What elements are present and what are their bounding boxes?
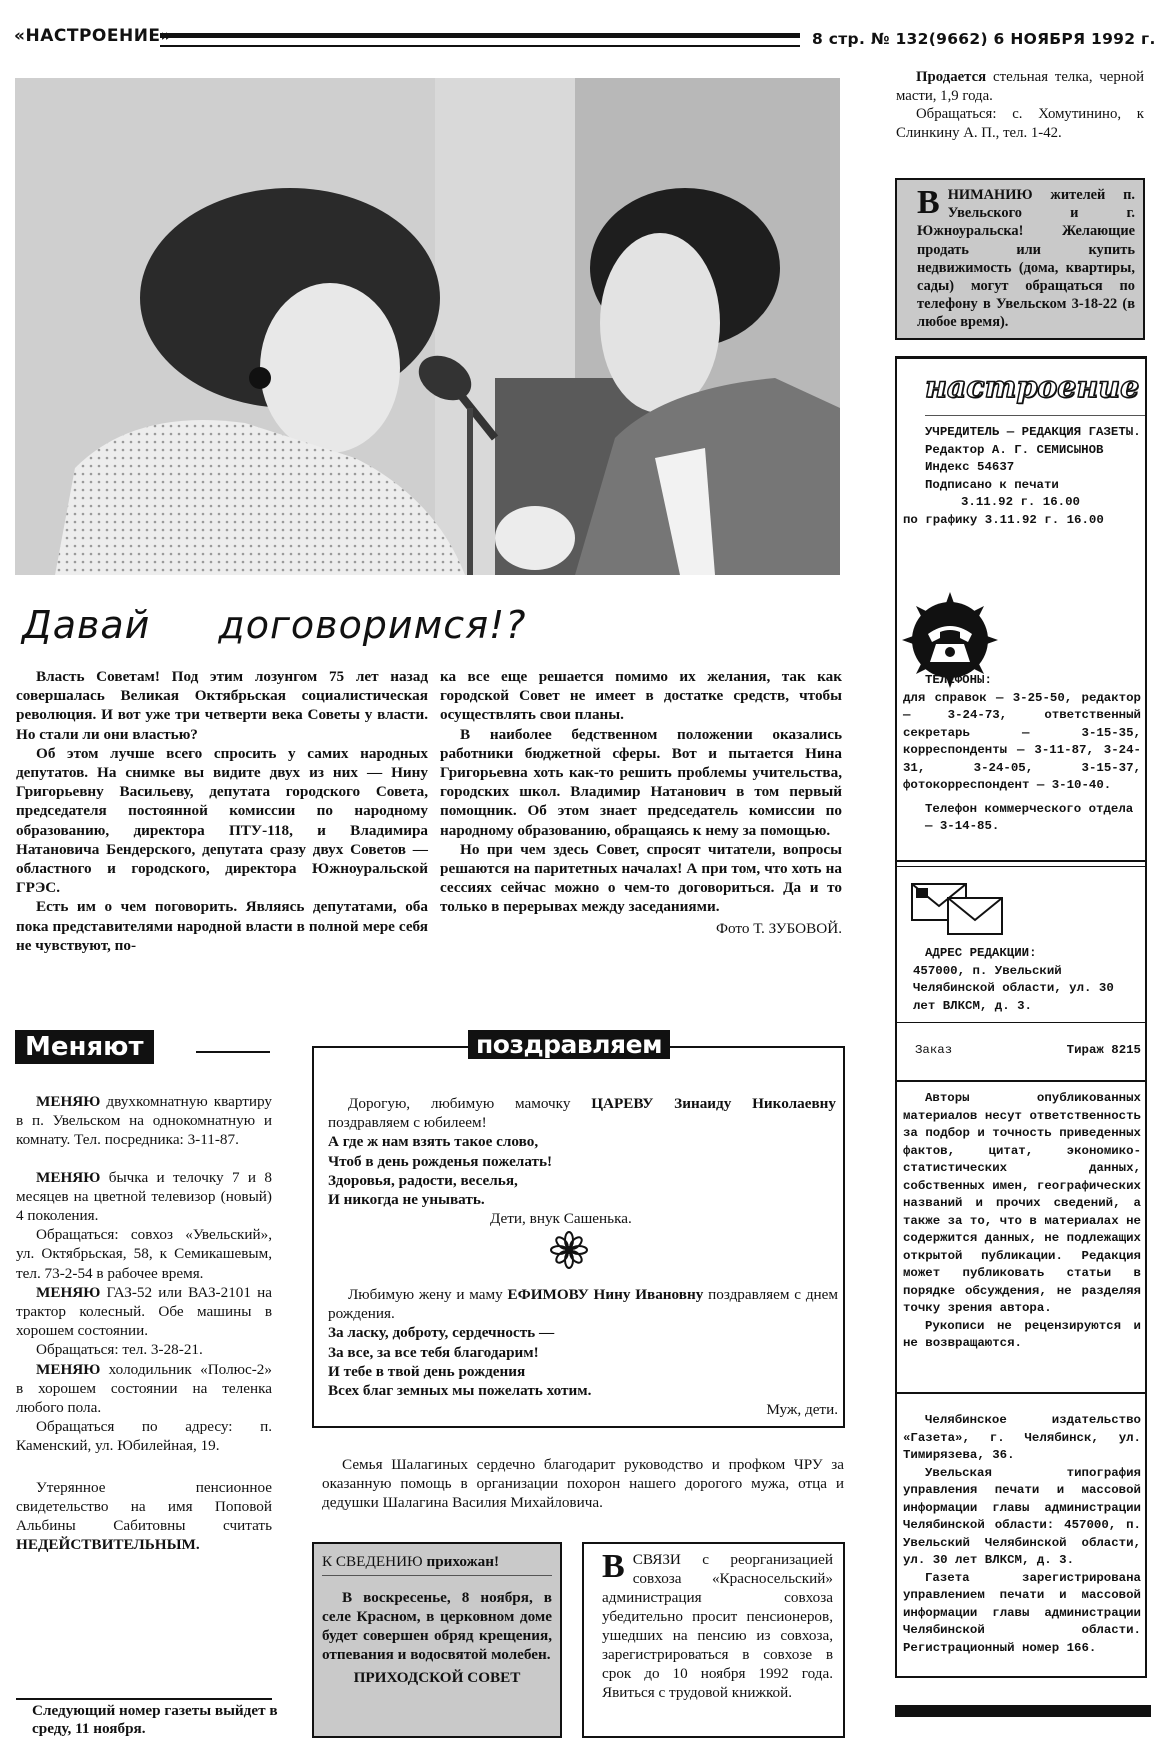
divider xyxy=(895,1676,1147,1678)
phones-list: для справок — 3-25-50, редактор — 3-24-73, ответственный секретарь — 3-15-35, корреспонденты — 3-11-87, 3-24-31, 3-24-05, 3-15-37, фотокорреспондент — 3-10-40. xyxy=(903,690,1141,792)
thanks-text: Семья Шалагиных сердечно благодарит руководство и профком ЧРУ за оказанную помощь в организации похорон нашего дорогого мужа, отца и дедушки Шалагина Василия Михайловича. xyxy=(322,1456,844,1512)
divider xyxy=(196,1051,270,1053)
imprint-signed: Подписано к печати xyxy=(925,477,1059,492)
article-paragraph: Власть Советам! Под этим лозунгом 75 лет назад совершалась Великая Октябрьская социалистическая революция. И вот уже три четверти века Советы у власти. Но стали ли они властью? xyxy=(16,668,428,743)
sovkhoz-box xyxy=(582,1542,845,1738)
poem-line: И тебе в твой день рождения xyxy=(328,1362,526,1380)
congrats-name: ЦАРЕВУ Зинаиду Николаевну xyxy=(591,1095,836,1112)
article-column-1 xyxy=(16,667,428,955)
imprint-block xyxy=(903,424,1141,529)
photo-illustration xyxy=(15,78,840,575)
phones-title: ТЕЛЕФОНЫ: xyxy=(925,673,992,687)
issue-info: 8 стр. № 132(9662) 6 НОЯБРЯ 1992 г. xyxy=(812,30,1156,48)
sale-ad-lead: Продается xyxy=(916,69,987,85)
article-paragraph: Об этом лучше всего спросить у самих народных депутатов. На снимке вы видите двух из них — Нину Григорьевну Васильеву, депутата городского Совета, председателя постоянной комиссии по народному образованию, директора ПТУ-118, и Владимира Натановича Бендерского, депутата сразу двух Советов — областного и городского, директора Южноуральской ГРЭС. xyxy=(16,744,428,897)
divider xyxy=(895,1392,1147,1394)
photo-credit: Фото Т. ЗУБОВОЙ. xyxy=(716,919,842,937)
divider xyxy=(895,356,1147,359)
registration-text: Газета зарегистрирована управлением печати и массовой информации главы администрации Челябинской области. Регистрационный номер 166. xyxy=(903,1570,1141,1655)
sovkhoz-text: СВЯЗИ с реорганизацией совхоза «Красносельский» администрация совхоза убедительно просит пенсионеров, ушедших на пенсию из совхоза, зарегистрироваться в совхозе в срок до 10 ноября 1992 года. Явиться с трудовой книжкой. xyxy=(602,1551,833,1701)
divider xyxy=(895,860,1147,862)
congrats-second xyxy=(328,1285,838,1419)
notice-dropcap: В xyxy=(917,184,940,221)
congrats-intro-pre: Любимую жену и маму xyxy=(348,1286,503,1303)
poem-line: И никогда не унывать. xyxy=(328,1191,485,1209)
publisher-block xyxy=(903,1412,1141,1657)
parish-title-post: прихожан! xyxy=(426,1553,500,1570)
article-paragraph: ка все еще решается помимо их желания, так как городской Совет не имеет в достатке средств, чтобы осуществлять свои планы. xyxy=(440,668,842,724)
manuscripts-text: Рукописи не рецензируются и не возвращаются. xyxy=(903,1318,1141,1350)
parish-box xyxy=(312,1542,562,1738)
notice-box xyxy=(895,178,1145,340)
poem-line: Здоровья, радости, веселья, xyxy=(328,1171,518,1189)
address-title: АДРЕС РЕДАКЦИИ: xyxy=(925,946,1037,960)
sale-ad xyxy=(896,68,1144,142)
parish-sign: ПРИХОДСКОЙ СОВЕТ xyxy=(353,1669,521,1686)
article-paragraph: Но при чем здесь Совет, спросят читатели, вопросы решаются на паритетных началах! А при том, что хоть на сессиях сейчас можно о чем-то договориться. Да и то только в перерывах между заседаниями. xyxy=(440,840,842,916)
congrats-intro-post: поздравляем с юбилеем! xyxy=(328,1114,487,1132)
imprint-signed-time: 3.11.92 г. 16.00 xyxy=(961,495,1080,509)
divider xyxy=(895,1080,1147,1082)
bottom-bar xyxy=(895,1705,1151,1717)
exchange-contact: Обращаться по адресу: п. Каменский, ул. Юбилейная, 19. xyxy=(16,1418,272,1455)
commercial-phone: Телефон коммерческого отдела — 3-14-85. xyxy=(925,801,1134,833)
poem-line: А где ж нам взять такое слово, xyxy=(328,1133,539,1151)
mail-icon xyxy=(910,880,1006,942)
order-label: Заказ xyxy=(915,1043,953,1057)
poem-line: За все, за все тебя благодарим! xyxy=(328,1343,539,1361)
congrats-first xyxy=(328,1094,836,1228)
exchange-text: ГАЗ-52 или ВАЗ-2101 на трактор колесный. Обе машины в хорошем состоянии. xyxy=(16,1283,272,1340)
lost-notice xyxy=(16,1478,272,1555)
exchange-text: холодильник «Полюс-2» в хорошем состоянии на теленка любого пола. xyxy=(16,1360,272,1417)
article-photo xyxy=(15,78,840,575)
exchange-lead: МЕНЯЮ xyxy=(36,1168,101,1186)
imprint-schedule: по графику 3.11.92 г. 16.00 xyxy=(903,512,1104,527)
newspaper-name: «НАСТРОЕНИЕ» xyxy=(14,26,173,46)
exchange-item xyxy=(16,1283,272,1341)
divider xyxy=(895,356,897,1678)
divider xyxy=(895,1022,1147,1023)
article-headline: Давай договоримся!? xyxy=(22,603,527,647)
disclaimer-block xyxy=(903,1090,1141,1353)
disclaimer-text: Авторы опубликованных материалов несут ответственность за подбор и точность приведенных фактов, цитат, экономико-статистических данных, собственных имен, географических названий и прочих сведений, а также за то, что в материалах не содержится данных, не подлежащих открытой публикации. Редакция может публиковать статьи в порядке обсуждения, не разделяя точку зрения автора. xyxy=(903,1091,1141,1315)
congrats-name: ЕФИМОВУ Нину Ивановну xyxy=(507,1286,704,1303)
parish-text: В воскресенье, 8 ноября, в селе Красном, в церковном доме будет совершен обряд крещения, отпевания и водосвятой молебен. xyxy=(322,1589,552,1663)
masthead-rule xyxy=(160,33,800,47)
divider xyxy=(895,866,1147,867)
imprint-logo-box xyxy=(925,370,1145,416)
parish-title xyxy=(322,1552,552,1576)
exchange-header xyxy=(15,1030,154,1064)
exchange-lead: МЕНЯЮ xyxy=(36,1093,101,1110)
exchange-contact: Обращаться: тел. 3-28-21. xyxy=(36,1341,203,1359)
congrats-title: поздравляем xyxy=(468,1030,670,1059)
exchange-lead: МЕНЯЮ xyxy=(36,1283,101,1301)
lost-text: Утерянное пенсионное свидетельство на имя Поповой Альбины Сабитовны считать xyxy=(16,1478,272,1535)
exchange-item xyxy=(16,1360,272,1418)
sale-ad-contact: Обращаться: с. Хомутинино, к Слинкину А. П., тел. 1-42. xyxy=(896,106,1144,141)
article-paragraph: Есть им о чем поговорить. Являясь депутатами, оба пока представителями народной власти в полной мере себя не чувствуют, по- xyxy=(16,898,428,954)
imprint-index: Индекс 54637 xyxy=(925,460,1015,474)
article-column-2 xyxy=(440,667,842,938)
congrats-signature: Муж, дети. xyxy=(766,1401,838,1419)
sovkhoz-dropcap: В xyxy=(602,1548,625,1585)
circulation-label: Тираж 8215 xyxy=(1066,1043,1141,1057)
publisher-text: Челябинское издательство «Газета», г. Челябинск, ул. Тимирязева, 36. xyxy=(903,1413,1141,1462)
exchange-lead: МЕНЯЮ xyxy=(36,1360,101,1378)
notice-text: НИМАНИЮ жителей п. Увельского и г. Южноуральска! Желающие продать или купить недвижимость (дома, квартиры, сады) могут обращаться по телефону в Увельском 3-18-22 (в любое время). xyxy=(917,187,1135,331)
thanks-notice xyxy=(322,1455,844,1513)
exchange-title: Меняют xyxy=(15,1030,154,1064)
exchange-item xyxy=(16,1168,272,1226)
poem-line: Всех благ земных мы пожелать хотим. xyxy=(328,1382,592,1400)
imprint-editor: Редактор А. Г. СЕМИСЫНОВ xyxy=(925,442,1104,457)
sale-ad-text: стельная телка, черной масти, 1,9 года. xyxy=(896,69,1145,104)
congrats-intro xyxy=(328,1094,836,1132)
divider xyxy=(16,1698,272,1700)
congrats-signature: Дети, внук Сашенька. xyxy=(490,1210,632,1228)
exchange-contact: Обращаться: совхоз «Увельский», ул. Октябрьская, 58, к Семикашевым, тел. 73-2-54 в рабочее время. xyxy=(16,1226,272,1282)
exchange-item xyxy=(16,1092,272,1150)
article-paragraph: В наиболее бедственном положении оказались работники бюджетной сферы. Вот и пытается Нина Григорьевна хоть как-то решить проблемы учительства, городских школ. Владимир Натанович в том первый помощник. Об этом знает председатель комиссии по народному образованию, обращаясь к нему за помощью. xyxy=(440,725,842,839)
next-issue: Следующий номер газеты выйдет в среду, 11 ноября. xyxy=(32,1702,278,1737)
poem-line: За ласку, доброту, сердечность — xyxy=(328,1324,555,1342)
divider xyxy=(1145,356,1147,1678)
address-text: 457000, п. Увельский Челябинской области, ул. 30 лет ВЛКСМ, д. 3. xyxy=(913,963,1114,1013)
congrats-intro-post: поздравляем с днем рождения. xyxy=(328,1286,839,1323)
exchange-list xyxy=(16,1092,272,1554)
printer-text: Увельская типография управления печати и массовой информации главы администрации Челябинской области: 457000, п. Увельский Челябинской области, ул. 30 лет ВЛКСМ, д. 3. xyxy=(903,1465,1141,1567)
parish-title-pre: К СВЕДЕНИЮ xyxy=(322,1553,423,1570)
congrats-intro-pre: Дорогую, любимую мамочку xyxy=(348,1095,571,1112)
congrats-intro xyxy=(328,1285,838,1323)
exchange-text: двухкомнатную квартиру в п. Увельском на однокомнатную и комнату. Тел. посредника: 3-11-87. xyxy=(16,1093,272,1149)
exchange-text: бычка и телочку 7 и 8 месяцев на цветной телевизор (новый) 4 поколения. xyxy=(16,1168,272,1225)
flower-icon xyxy=(549,1230,589,1274)
order-row xyxy=(915,1042,1141,1060)
poem-line: Чтоб в день рожденья пожелать! xyxy=(328,1152,553,1170)
imprint-logo: настроение xyxy=(925,370,1140,405)
phones-block xyxy=(903,672,1141,836)
address-block xyxy=(903,945,1141,1015)
imprint-founder: УЧРЕДИТЕЛЬ — РЕДАКЦИЯ ГАЗЕТЫ. xyxy=(925,425,1141,439)
lost-bold: НЕДЕЙСТВИТЕЛЬНЫМ. xyxy=(16,1536,200,1554)
